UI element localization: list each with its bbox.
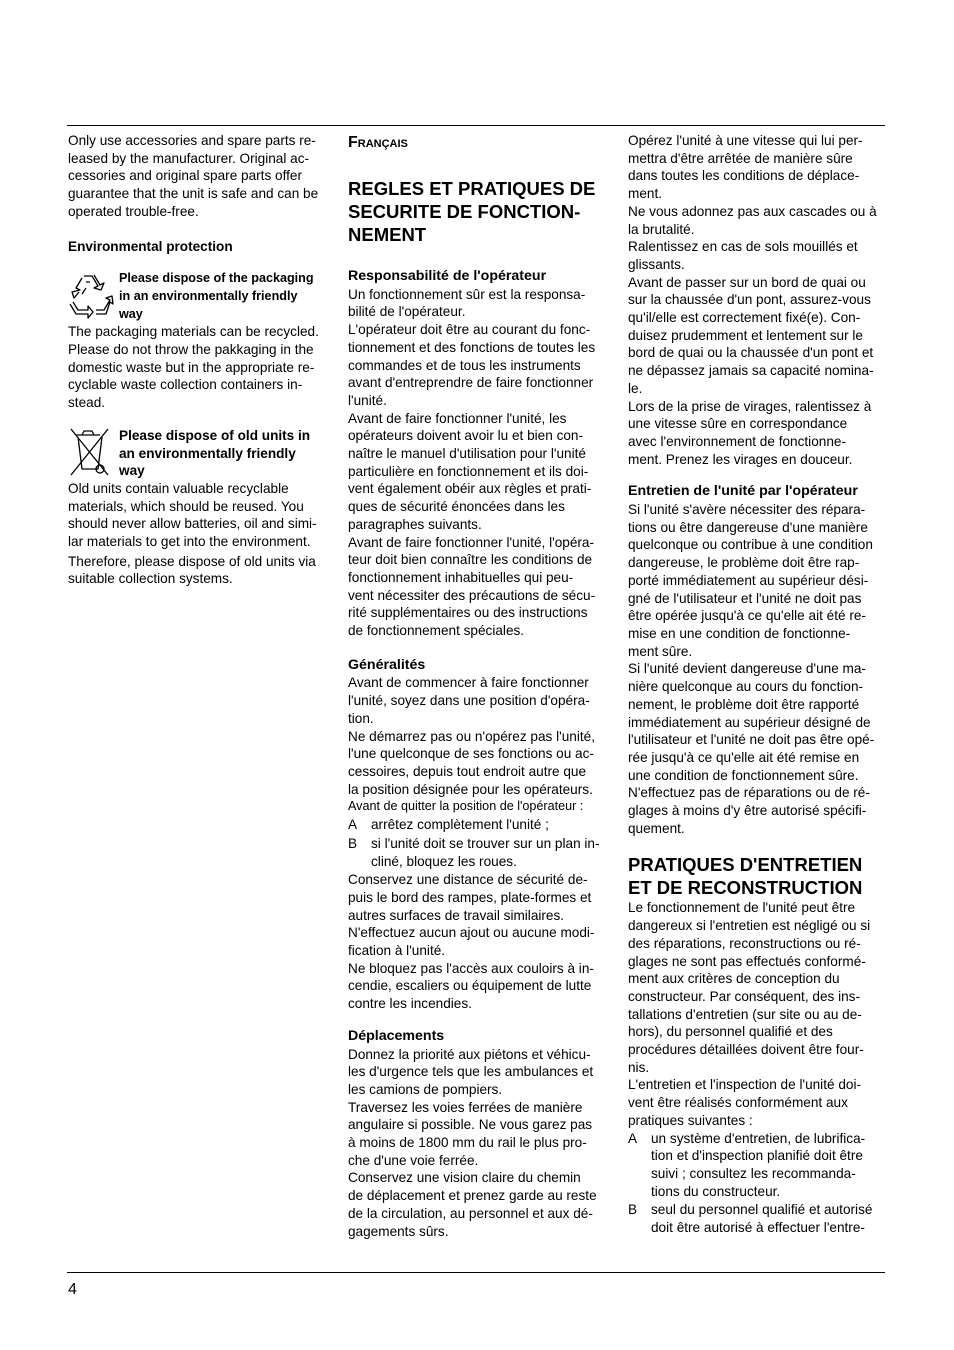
text-line: Avant de faire fonctionner l'unité, les bbox=[348, 410, 567, 426]
text-line: Only use accessories and spare parts re- bbox=[68, 133, 316, 148]
text-line: nière quelconque au cours du fonction- bbox=[628, 679, 864, 695]
packaging-notice-text bbox=[119, 270, 314, 323]
text-line: Ne vous adonnez pas aux cascades ou à bbox=[628, 203, 877, 219]
text-line: cliné, bloquez les roues. bbox=[371, 853, 517, 869]
list-label: B bbox=[348, 835, 358, 851]
list-text bbox=[651, 1130, 890, 1201]
text-line: paragraphes suivants. bbox=[348, 516, 482, 532]
text-line: Avant de commencer à faire fonctionner bbox=[348, 675, 589, 691]
text-line: nis. bbox=[628, 1059, 650, 1075]
text-line: should never allow batteries, oil and simi- bbox=[68, 516, 317, 532]
text-line: pratiques suivantes : bbox=[628, 1112, 753, 1128]
section-title-maintenance bbox=[628, 853, 890, 899]
text-line: tions du constructeur. bbox=[651, 1183, 781, 1199]
old-units-notice bbox=[68, 427, 330, 480]
packaging-paragraph bbox=[68, 323, 330, 412]
text-line: ment. Prenez les virages en douceur. bbox=[628, 451, 853, 467]
text-line: Ne démarrez pas ou n'opérez pas l'unité, bbox=[348, 728, 595, 744]
rebuild-paragraph bbox=[628, 899, 890, 1129]
list-label: A bbox=[628, 1130, 638, 1146]
text-line: lar materials to get into the environment. bbox=[68, 534, 311, 550]
packaging-notice bbox=[68, 270, 330, 323]
text-line: gagements sûrs. bbox=[348, 1223, 449, 1239]
text-line: glissants. bbox=[628, 256, 685, 272]
text-line: rité supplémentaires ou des instructions bbox=[348, 605, 588, 621]
text-line: constructeur. Par conséquent, des ins- bbox=[628, 988, 860, 1004]
text-line: les d'urgence tels que les ambulances et bbox=[348, 1064, 594, 1080]
movement-continued-paragraph bbox=[628, 132, 890, 468]
heading-operator-maintenance: Entretien de l'unité par l'opérateur bbox=[628, 483, 858, 500]
text-line: Conservez une vision claire du chemin bbox=[348, 1170, 581, 1186]
movement-paragraph bbox=[348, 1046, 610, 1241]
text-line: bord de quai ou la chaussée d'un pont et bbox=[628, 345, 874, 361]
text-line: Lors de la prise de virages, ralentissez à bbox=[628, 398, 872, 414]
text-line: une vitesse sûre en correspondance bbox=[628, 416, 848, 432]
text-line: glages ne sont pas effectués conformé- bbox=[628, 953, 866, 969]
language-label: Français bbox=[348, 134, 408, 151]
text-line: une condition de fonctionnement sûre. bbox=[628, 767, 859, 783]
intro-paragraph bbox=[68, 132, 330, 221]
text-line: Si l'unité devient dangereuse d'une ma- bbox=[628, 661, 866, 677]
text-line: de déplacement et prenez garde au reste bbox=[348, 1188, 597, 1204]
section-title-safety bbox=[348, 177, 610, 246]
rebuild-list bbox=[628, 1130, 890, 1237]
text-line: Ne bloquez pas l'accès aux couloirs à in- bbox=[348, 960, 594, 976]
text-line: si l'unité doit se trouver sur un plan in- bbox=[371, 835, 600, 851]
text-line: qu'il/elle est correctement fixé(e). Con- bbox=[628, 310, 861, 326]
text-line: vent également obéir aux règles et prati- bbox=[348, 481, 592, 497]
text-line: materials, which should be reused. You bbox=[68, 498, 304, 514]
text-line: Avant de faire fonctionner l'unité, l'opéra- bbox=[348, 534, 595, 550]
footer-rule bbox=[67, 1272, 885, 1273]
text-line: l'utilisateur et l'unité ne doit pas être opé- bbox=[628, 732, 875, 748]
text-line: teur doit bien connaître les conditions de bbox=[348, 552, 593, 568]
crossed-out-bin-icon bbox=[68, 427, 114, 479]
general-list bbox=[348, 816, 610, 870]
text-line: mise en une condition de fonctionne- bbox=[628, 625, 851, 641]
text-line: guarantee that the unit is safe and can be bbox=[68, 186, 319, 202]
text-line: autres surfaces de travail similaires. bbox=[348, 907, 565, 923]
title-line: REGLES ET PRATIQUES DE bbox=[348, 178, 596, 199]
text-line: dangereux si l'entretien est négligé ou si bbox=[628, 918, 871, 934]
text-line: tionnement et des fonctions de toutes les bbox=[348, 339, 596, 355]
general-paragraph-2 bbox=[348, 871, 610, 1013]
text-line: ment sûre. bbox=[628, 643, 693, 659]
text-line: vent nécessiter des précautions de sécu- bbox=[348, 587, 596, 603]
text-line: la position désignée pour les opérateurs. bbox=[348, 781, 593, 797]
text-line: way bbox=[119, 463, 145, 479]
heading-general: Généralités bbox=[348, 656, 426, 673]
text-line: à moins de 1800 mm du rail le plus pro- bbox=[348, 1135, 587, 1151]
list-text bbox=[371, 816, 610, 834]
text-line: des réparations, reconstructions ou ré- bbox=[628, 935, 861, 951]
header-rule bbox=[67, 125, 885, 126]
list-text bbox=[651, 1201, 890, 1236]
text-line: sur la chaussée d'un pont, assurez-vous bbox=[628, 292, 871, 308]
text-line: rée jusqu'à ce qu'elle ait été remise en bbox=[628, 749, 860, 765]
text-line: vent être réalisés conformément aux bbox=[628, 1095, 848, 1111]
text-line: Donnez la priorité aux piétons et véhicu- bbox=[348, 1046, 591, 1062]
list-item bbox=[628, 1130, 890, 1201]
text-line: avec l'environnement de fonctionne- bbox=[628, 433, 846, 449]
text-line: gné de l'utilisateur et l'unité ne doit pas bbox=[628, 590, 862, 606]
text-line: le. bbox=[628, 380, 643, 396]
text-line: Un fonctionnement sûr est la responsa- bbox=[348, 286, 586, 302]
text-line: tions ou être dangereuse d'une manière bbox=[628, 519, 868, 535]
text-line: Le fonctionnement de l'unité peut être bbox=[628, 900, 856, 916]
text-line: hors), du personnel qualifié et des bbox=[628, 1024, 833, 1040]
title-line: ET DE RECONSTRUCTION bbox=[628, 877, 863, 899]
old-units-paragraph bbox=[68, 480, 330, 588]
text-line: Si l'unité s'avère nécessiter des répara- bbox=[628, 502, 866, 518]
text-line: nement, le problème doit être rapporté bbox=[628, 696, 860, 712]
text-line: cendie, escaliers ou équipement de lutte bbox=[348, 978, 592, 994]
text-line: immédiatement au supérieur désigné de bbox=[628, 714, 871, 730]
text-line: suitable collection systems. bbox=[68, 571, 233, 587]
list-item bbox=[348, 816, 610, 834]
text-line: particulière en fonctionnement et ils doi- bbox=[348, 463, 589, 479]
text-line: un système d'entretien, de lubrifica- bbox=[651, 1130, 866, 1146]
text-line: in an environmentally friendly bbox=[119, 288, 298, 303]
text-line: dans toutes les conditions de déplace- bbox=[628, 168, 860, 184]
column-french-1 bbox=[348, 132, 610, 1240]
recycle-icon bbox=[68, 270, 114, 322]
text-line: tion et d'inspection planifié doit être bbox=[651, 1148, 863, 1164]
text-line: operated trouble-free. bbox=[68, 203, 199, 219]
text-line: Opérez l'unité à une vitesse qui lui per- bbox=[628, 133, 863, 148]
text-line: L'opérateur doit être au courant du fonc- bbox=[348, 322, 591, 338]
text-line: an environmentally friendly bbox=[119, 445, 296, 461]
responsibility-paragraph bbox=[348, 286, 610, 640]
text-line: Please dispose of the packaging bbox=[119, 271, 314, 286]
text-line: mettra d'être arrêtée de manière sûre bbox=[628, 150, 853, 166]
text-line: suivi ; consultez les recommanda- bbox=[651, 1165, 856, 1181]
text-line: cessoires, depuis tout endroit autre que bbox=[348, 763, 587, 779]
maintenance-paragraph bbox=[628, 501, 890, 837]
environmental-heading: Environmental protection bbox=[68, 238, 233, 254]
text-line: tallations d'entretien (sur site ou au de- bbox=[628, 1006, 862, 1022]
text-line: N'effectuez aucun ajout ou aucune modi- bbox=[348, 925, 595, 941]
text-line: leased by the manufacturer. Original ac- bbox=[68, 150, 310, 166]
text-line: cyclable waste collection containers in- bbox=[68, 377, 303, 393]
text-line: la brutalité. bbox=[628, 221, 695, 237]
list-label: A bbox=[348, 817, 358, 833]
text-line: Ralentissez en cas de sols mouillés et bbox=[628, 239, 858, 255]
text-line: angulaire si possible. Ne vous garez pas bbox=[348, 1117, 593, 1133]
title-line: NEMENT bbox=[348, 224, 427, 245]
text-line: Therefore, please dispose of old units via bbox=[68, 553, 316, 569]
text-line: L'entretien et l'inspection de l'unité doi- bbox=[628, 1077, 861, 1093]
text-line: stead. bbox=[68, 395, 106, 411]
text-line: opérateurs doivent avoir lu et bien con- bbox=[348, 428, 584, 444]
text-line: che d'une voie ferrée. bbox=[348, 1152, 479, 1168]
text-line: Please do not throw the pakkaging in the bbox=[68, 342, 314, 358]
list-label: B bbox=[628, 1202, 638, 1218]
text-line: bilité de l'opérateur. bbox=[348, 304, 466, 320]
text-line: ques de sécurité énoncées dans les bbox=[348, 499, 565, 515]
text-line: Avant de quitter la position de l'opérateur : bbox=[348, 799, 584, 814]
general-paragraph bbox=[348, 674, 610, 816]
text-line: dangereuse, le problème doit être rap- bbox=[628, 555, 860, 571]
page-number: 4 bbox=[68, 1281, 77, 1298]
text-line: l'unité. bbox=[348, 392, 387, 408]
text-line: avant d'entreprendre de faire fonctionner bbox=[348, 375, 594, 391]
text-line: Conservez une distance de sécurité de- bbox=[348, 872, 588, 888]
text-line: doit être autorisé à effectuer l'entre- bbox=[651, 1220, 865, 1236]
text-line: de la circulation, au personnel et aux dé- bbox=[348, 1205, 593, 1221]
text-line: commandes et de tous les instruments bbox=[348, 357, 581, 373]
text-line: quelconque ou contribue à une condition bbox=[628, 537, 873, 553]
text-line: fonctionnement inhabituelles qui peu- bbox=[348, 569, 574, 585]
text-line: de fonctionnement spéciales. bbox=[348, 623, 525, 639]
list-item bbox=[628, 1201, 890, 1236]
text-line: procédures détaillées doivent être four- bbox=[628, 1042, 864, 1058]
text-line: ne dépassez jamais sa capacité nomina- bbox=[628, 363, 874, 379]
text-line: contre les incendies. bbox=[348, 996, 472, 1012]
column-english bbox=[68, 132, 330, 588]
text-line: The packaging materials can be recycled. bbox=[68, 324, 319, 340]
text-line: puis le bord des rampes, plate-formes et bbox=[348, 889, 592, 905]
heading-responsibility: Responsabilité de l'opérateur bbox=[348, 268, 547, 284]
text-line: seul du personnel qualifié et autorisé bbox=[651, 1202, 873, 1218]
text-line: quement. bbox=[628, 820, 685, 836]
text-line: arrêtez complètement l'unité ; bbox=[371, 817, 549, 833]
text-line: Old units contain valuable recyclable bbox=[68, 480, 289, 496]
text-line: naître le manuel d'utilisation pour l'unité bbox=[348, 446, 586, 462]
text-line: glages à moins d'y être autorisé spécifi- bbox=[628, 803, 867, 819]
text-line: ment. bbox=[628, 186, 662, 202]
heading-movement: Déplacements bbox=[348, 1027, 445, 1044]
text-line: way bbox=[119, 306, 143, 321]
text-line: Traversez les voies ferrées de manière bbox=[348, 1099, 583, 1115]
text-line: ment aux critères de conception du bbox=[628, 971, 840, 987]
list-text bbox=[371, 835, 610, 870]
title-line: PRATIQUES D'ENTRETIEN bbox=[628, 854, 863, 876]
text-line: N'effectuez pas de réparations ou de ré- bbox=[628, 785, 870, 801]
text-line: porté immédiatement au supérieur dési- bbox=[628, 572, 869, 588]
text-line: l'une quelconque de ses fonctions ou ac- bbox=[348, 746, 594, 762]
text-line: domestic waste but in the appropriate re- bbox=[68, 359, 315, 375]
text-line: cessories and original spare parts offer bbox=[68, 168, 302, 184]
text-line: Please dispose of old units in bbox=[119, 427, 311, 443]
text-line: l'unité, soyez dans une position d'opéra- bbox=[348, 693, 590, 709]
old-units-notice-text bbox=[119, 427, 310, 480]
text-line: duisez prudemment et lentement sur le bbox=[628, 327, 863, 343]
text-line: Avant de passer sur un bord de quai ou bbox=[628, 274, 866, 290]
title-line: SECURITE DE FONCTION- bbox=[348, 201, 581, 222]
text-line: fication à l'unité. bbox=[348, 943, 446, 959]
list-item bbox=[348, 835, 610, 870]
text-line: tion. bbox=[348, 710, 374, 726]
column-french-2 bbox=[628, 132, 890, 1237]
text-line: les camions de pompiers. bbox=[348, 1081, 503, 1097]
text-line: être opérée jusqu'à ce qu'elle ait été re- bbox=[628, 608, 866, 624]
